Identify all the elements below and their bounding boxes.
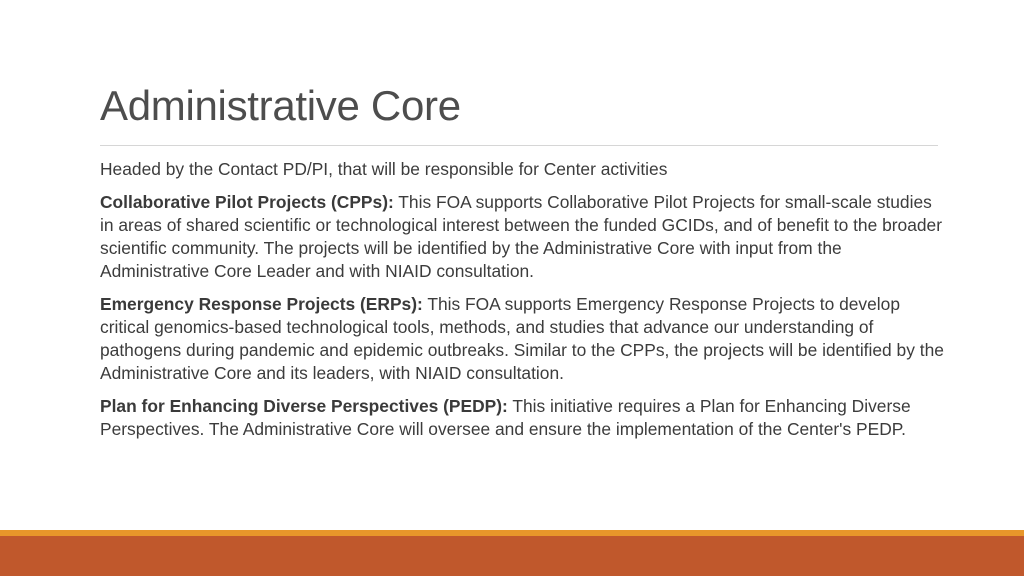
pedp-heading: Plan for Enhancing Diverse Perspectives (PEDP): <box>100 396 508 416</box>
footer-band <box>0 536 1024 576</box>
cpp-heading: Collaborative Pilot Projects (CPPs): <box>100 192 394 212</box>
erp-heading: Emergency Response Projects (ERPs): <box>100 294 423 314</box>
intro-paragraph: Headed by the Contact PD/PI, that will be responsible for Center activities <box>100 159 668 179</box>
erp-paragraph <box>100 293 945 385</box>
pedp-paragraph <box>100 395 945 441</box>
slide-title: Administrative Core <box>100 82 461 129</box>
slide-content <box>100 158 945 451</box>
pedp-body: This initiative requires a Plan for Enhancing Diverse Perspectives. The Administrative Core will oversee and ensure the implementation of the Center's PEDP. <box>100 396 911 439</box>
cpp-body: This FOA supports Collaborative Pilot Projects for small-scale studies in areas of shared scientific or technological interest between the funded GCIDs, and of benefit to the broader scientific community. The projects will be identified by the Administrative Core with input from the Administrative Core Leader and with NIAID consultation. <box>100 192 943 281</box>
erp-body: This FOA supports Emergency Response Projects to develop critical genomics-based technological tools, methods, and studies that advance our understanding of pathogens during pandemic and epidemic outbreaks. Similar to the CPPs, the projects will be identified by the Administrative Core and its leaders, with NIAID consultation. <box>100 294 944 383</box>
title-divider <box>100 145 938 146</box>
cpp-paragraph <box>100 191 945 283</box>
